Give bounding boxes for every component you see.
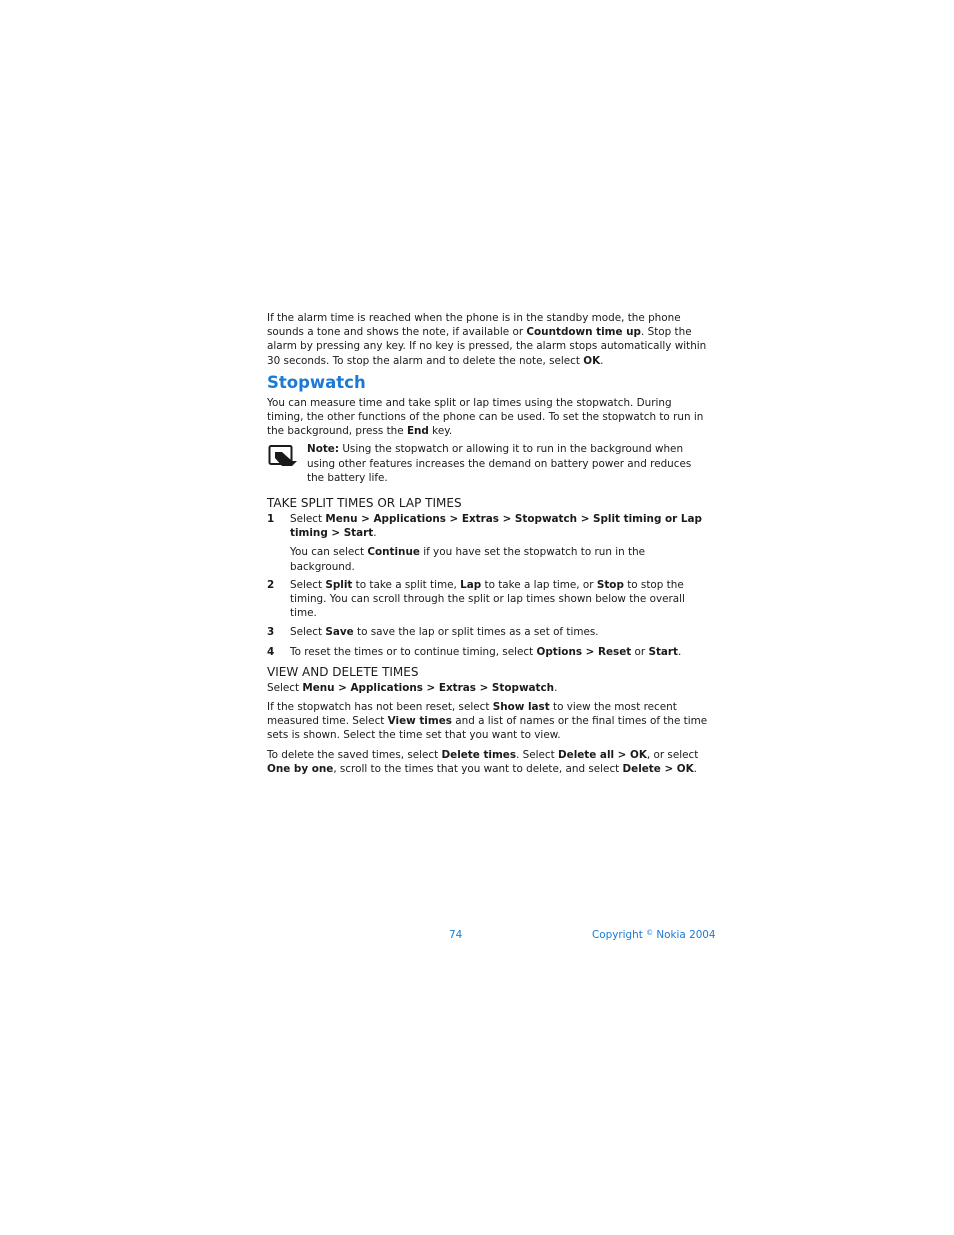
step-1	[267, 512, 709, 574]
note-text: Note: Using the stopwatch or allowing it to run in the background when using other features increases the demand on battery power and reduces the battery life.	[307, 443, 692, 484]
split-heading: TAKE SPLIT TIMES OR LAP TIMES	[267, 496, 462, 511]
section-title: Stopwatch	[267, 372, 366, 392]
step-text: To reset the times or to continue timing, select Options > Reset or Start.	[290, 645, 682, 658]
stopwatch-paragraph: You can measure time and take split or lap times using the stopwatch. During timing, the other functions of the phone can be used. To set the stopwatch to run in the background, press the End key.	[267, 396, 704, 438]
note-icon	[268, 444, 298, 468]
copyright: Copyright © Nokia 2004	[592, 929, 716, 941]
step-number: 1	[267, 513, 275, 526]
view-heading: VIEW AND DELETE TIMES	[267, 664, 419, 679]
view-paragraph-1: Select Menu > Applications > Extras > Stopwatch.	[267, 681, 558, 694]
step-text: Select Menu > Applications > Extras > Stopwatch > Split timing or Lap timing > Start.	[290, 513, 702, 540]
step-4	[267, 645, 709, 659]
note-box	[267, 442, 709, 485]
intro-paragraph: If the alarm time is reached when the phone is in the standby mode, the phone sounds a tone and shows the note, if available or Countdown time up. Stop the alarm by pressing any key. If no key is pressed, the alarm stops automatically within 30 seconds. To stop the alarm and to delete the note, select OK.	[267, 312, 707, 367]
step-subtext: You can select Continue if you have set the stopwatch to run in the background.	[290, 546, 646, 573]
step-3	[267, 625, 709, 639]
view-paragraph-3: To delete the saved times, select Delete times. Select Delete all > OK, or select One by one, scroll to the times that you want to delete, and select Delete > OK.	[267, 748, 699, 775]
step-text: Select Split to take a split time, Lap to take a lap time, or Stop to stop the timing. You can scroll through the split or lap times shown below the overall time.	[290, 578, 685, 620]
step-2	[267, 578, 709, 621]
step-text: Select Save to save the lap or split times as a set of times.	[290, 626, 599, 639]
step-number: 3	[267, 626, 275, 639]
step-number: 4	[267, 645, 275, 658]
page-content	[267, 311, 709, 776]
view-paragraph-2: If the stopwatch has not been reset, select Show last to view the most recent measured time. Select View times and a list of names or the final times of the time sets is shown. Select the time set that you want to view.	[267, 701, 708, 742]
step-number: 2	[267, 578, 275, 591]
page-number: 74	[449, 929, 463, 941]
